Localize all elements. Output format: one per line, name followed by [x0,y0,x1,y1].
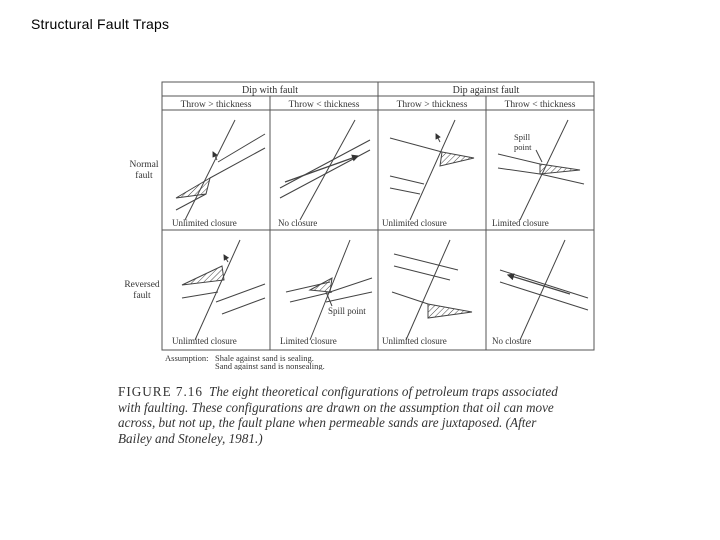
row-label-reversed-line2: fault [133,291,151,301]
panel-3-sketch [390,120,474,220]
panel-8-sketch [500,240,588,340]
panel-3-label: Unlimited closure [382,218,447,228]
panel-6-spill-point: Spill point [328,306,366,316]
panel-2-sketch [280,120,370,220]
panel-1-label: Unlimited closure [172,218,237,228]
assumption-line1: Shale against sand is sealing. [215,353,314,363]
assumption-label: Assumption: [165,353,209,363]
panel-4-label: Limited closure [492,218,549,228]
panel-5-label: Unlimited closure [172,336,237,346]
slide-title: Structural Fault Traps [31,16,170,32]
column-header-4: Throw < thickness [504,100,576,110]
fault-trap-diagram [110,70,610,370]
assumption-line2: Sand against sand is nonsealing. [215,361,325,370]
column-header-3: Throw > thickness [396,100,468,110]
table-grid [162,82,594,350]
panel-5-sketch [182,240,265,340]
panel-6-label: Limited closure [280,336,337,346]
panel-7-label: Unlimited closure [382,336,447,346]
panel-2-label: No closure [278,218,318,228]
column-header-1: Throw > thickness [180,100,252,110]
figure-caption [118,384,558,446]
row-label-normal-line2: fault [135,171,153,181]
caption-text: The eight theoretical configurations of petroleum traps associated with faulting. These configurations are drawn on the assumption that oil can move across, but not up, the fault plane when permeable sands are juxtaposed. (After Bailey and Stoneley, 1981.) [118,384,558,446]
figure-number: FIGURE 7.16 [118,384,203,399]
column-header-2: Throw < thickness [288,100,360,110]
panel-4-spill-line2: point [514,142,532,152]
header-dip-against-fault: Dip against fault [452,85,520,96]
row-label-normal-line1: Normal [129,160,159,170]
panel-4-sketch [498,120,584,220]
panel-1-sketch [176,120,265,220]
panel-8-label: No closure [492,336,532,346]
header-dip-with-fault: Dip with fault [241,85,299,96]
row-label-reversed-line1: Reversed [124,280,160,290]
panel-7-sketch [392,240,472,340]
panel-4-spill-line1: Spill [514,132,531,142]
panel-6-sketch [286,240,372,340]
